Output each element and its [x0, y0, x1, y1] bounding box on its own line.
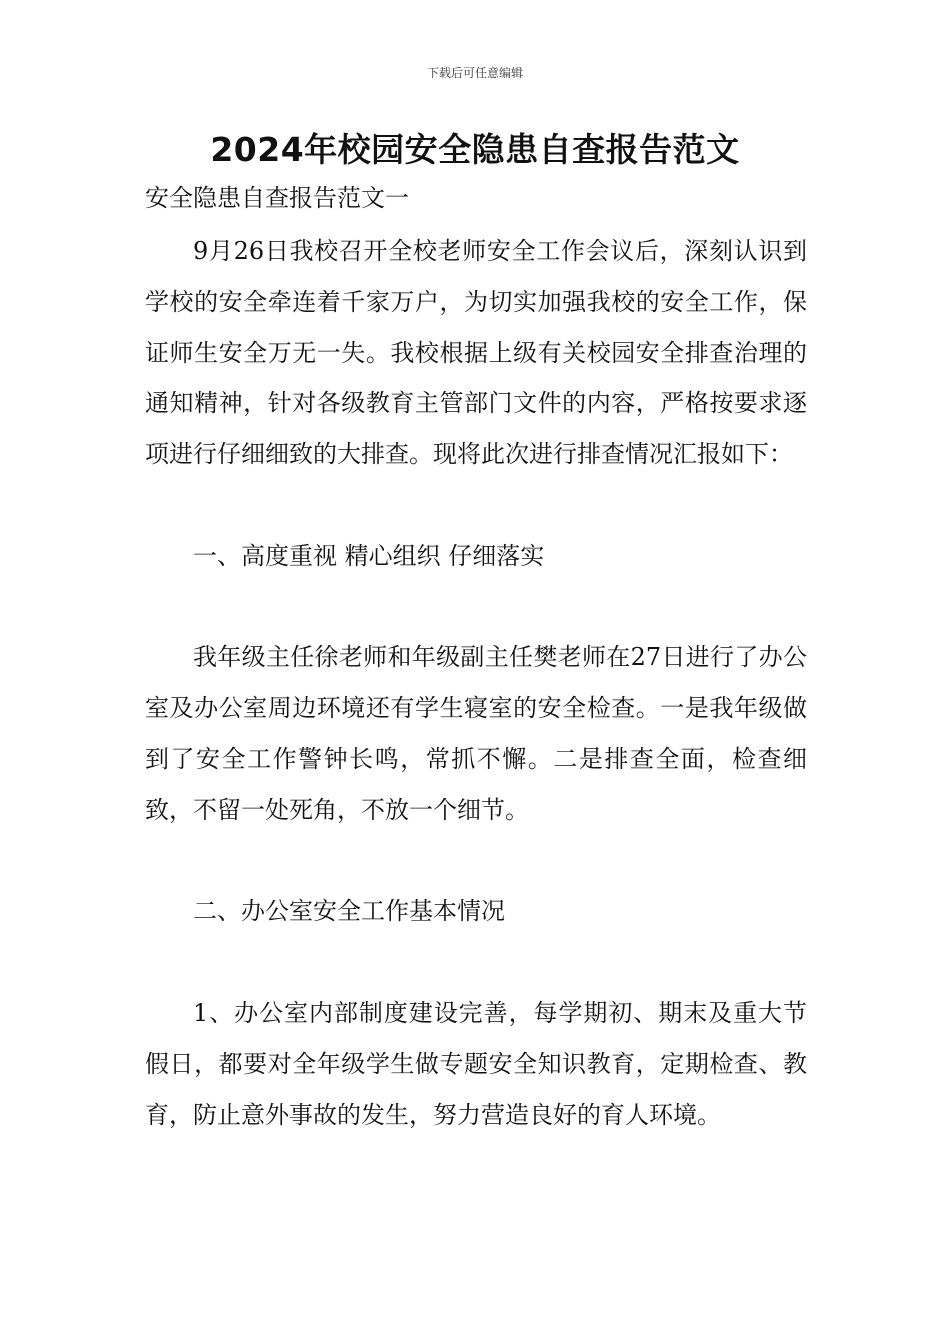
- document-subtitle: 安全隐患自查报告范文一: [145, 184, 409, 212]
- paragraph-gap: [145, 836, 807, 887]
- section-heading-2: 二、办公室安全工作基本情况: [193, 897, 505, 926]
- paragraph-gap: [145, 480, 807, 531]
- paragraph-office-rules: 1、办公室内部制度建设完善，每学期初、期末及重大节假日，都要对全年级学生做专题安全知识教育，定期检查、教育，防止意外事故的发生，努力营造良好的育人环境。: [145, 998, 807, 1129]
- paragraph-intro: 9月26日我校召开全校老师安全工作会议后，深刻认识到学校的安全牵连着千家万户，为切实加强我校的安全工作，保证师生安全万无一失。我校根据上级有关校园安全排查治理的通知精神，针对各级教育主管部门文件的内容，严格按要求逐项进行仔细细致的大排查。现将此次进行排查情况汇报如下：: [145, 237, 807, 469]
- page-header-note: 下载后可任意编辑: [426, 66, 523, 80]
- document-title: 2024年校园安全隐患自查报告范文: [210, 130, 740, 169]
- document-body: [145, 226, 807, 1140]
- section-heading-1: 一、高度重视 精心组织 仔细落实: [193, 541, 545, 570]
- paragraph-inspection: 我年级主任徐老师和年级副主任樊老师在27日进行了办公室及办公室周边环境还有学生寝室的安全检查。一是我年级做到了安全工作警钟长鸣，常抓不懈。二是排查全面，检查细致，不留一处死角，不放一个细节。: [145, 643, 807, 824]
- paragraph-gap: [145, 937, 807, 988]
- paragraph-gap: [145, 582, 807, 633]
